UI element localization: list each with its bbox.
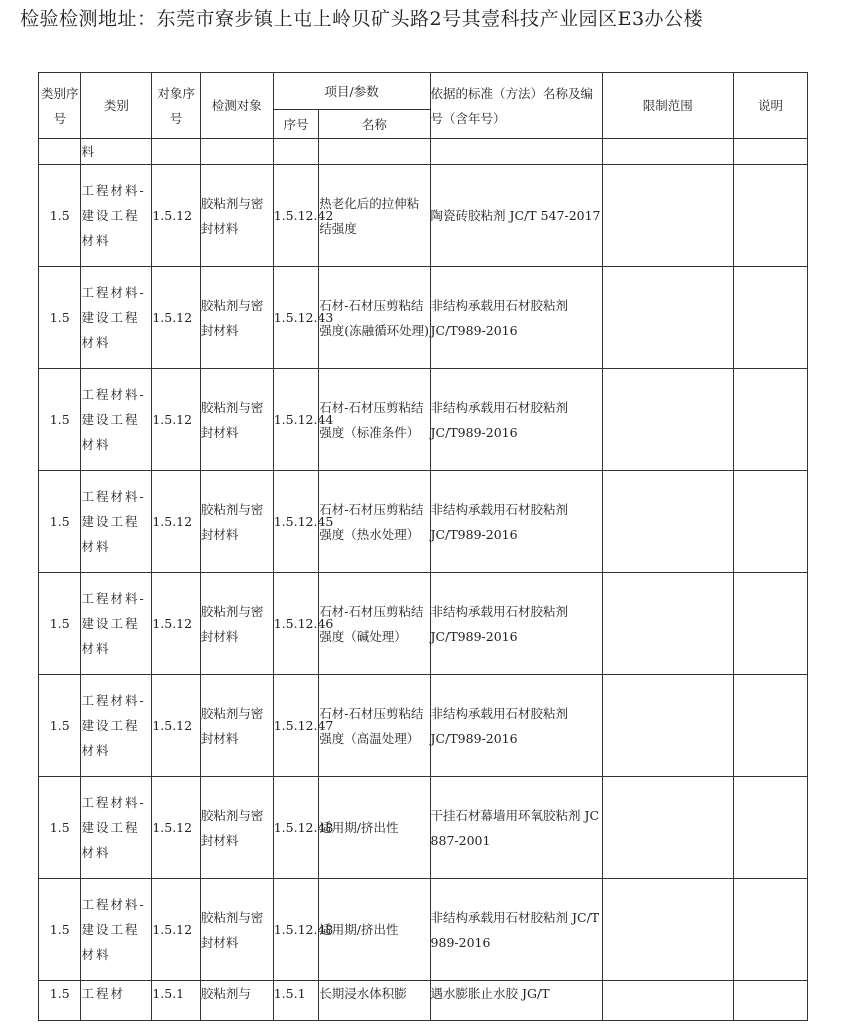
obj-no-cell: 1.5.12 [152,879,201,981]
category-cell: 工程材料-建设工程材料 [81,777,152,879]
address-header: 检验检测地址：东莞市寮步镇上屯上岭贝矿头路2号其壹科技产业园区E3办公楼 [20,8,704,30]
cat-no-cell: 1.5 [39,267,81,369]
obj-no-cell: 1.5.12 [152,267,201,369]
limit-cell [602,777,734,879]
test-items-table [38,72,808,1021]
item-no-cell: 1.5.12.42 [273,165,319,267]
cat-no-cell: 1.5 [39,777,81,879]
limit-cell [602,369,734,471]
header-row [39,73,808,110]
obj-cell: 胶粘剂与密封材料 [200,777,273,879]
table-row [39,777,808,879]
item-name-cell: 石材-石材压剪粘结强度（高温处理） [319,675,430,777]
col-standard: 依据的标准（方法）名称及编号（含年号） [430,73,602,139]
item-no-cell: 1.5.12.48 [273,879,319,981]
limit-cell [602,267,734,369]
category-cell: 工程材料-建设工程材料 [81,471,152,573]
item-no-cell: 1.5.12.43 [273,267,319,369]
obj-cell: 胶粘剂与密封材料 [200,165,273,267]
item-name-cell: 热老化后的拉伸粘结强度 [319,165,430,267]
item-no-cell: 1.5.12.46 [273,573,319,675]
cat-no-cell: 1.5 [39,675,81,777]
obj-no-cell: 1.5.12 [152,777,201,879]
item-name-cell: 适用期/挤出性 [319,777,430,879]
col-category: 类别 [81,73,152,139]
note-cell [734,471,808,573]
category-cell: 工程材料-建设工程材料 [81,675,152,777]
note-cell [734,777,808,879]
cat-no-cell: 1.5 [39,879,81,981]
standard-cell: 非结构承载用石材胶粘剂 JC/T989-2016 [430,369,602,471]
cat-no-cell: 1.5 [39,165,81,267]
obj-cell: 胶粘剂与密封材料 [200,369,273,471]
category-cell: 料 [81,139,152,165]
note-cell [734,879,808,981]
limit-cell [602,471,734,573]
table-row [39,267,808,369]
obj-cell: 胶粘剂与密封材料 [200,267,273,369]
note-cell [734,675,808,777]
standard-cell: 非结构承载用石材胶粘剂 JC/T989-2016 [430,573,602,675]
limit-cell [602,675,734,777]
table-row [39,369,808,471]
obj-no-cell: 1.5.12 [152,369,201,471]
col-item-param: 项目/参数 [273,73,430,110]
note-cell [734,267,808,369]
table-row [39,675,808,777]
limit-cell [602,573,734,675]
continued-row [39,139,808,165]
limit-cell [602,879,734,981]
cat-no-cell: 1.5 [39,369,81,471]
category-cell: 工程材料-建设工程材料 [81,879,152,981]
col-limit: 限制范围 [602,73,734,139]
col-cat-no: 类别序号 [39,73,81,139]
standard-cell: 非结构承载用石材胶粘剂 JC/T 989-2016 [430,879,602,981]
table-row [39,471,808,573]
standard-cell: 陶瓷砖胶粘剂 JC/T 547-2017 [430,165,602,267]
col-item-name: 名称 [319,110,430,139]
col-obj: 检测对象 [200,73,273,139]
item-name-cell: 适用期/挤出性 [319,879,430,981]
item-no-cell: 1.5.12.45 [273,471,319,573]
item-name-cell: 石材-石材压剪粘结强度(冻融循环处理) [319,267,430,369]
category-cell: 工程材料-建设工程材料 [81,369,152,471]
obj-no-cell: 1.5.12 [152,471,201,573]
item-name-cell: 石材-石材压剪粘结强度（碱处理） [319,573,430,675]
category-cell: 工程材料-建设工程材料 [81,267,152,369]
obj-no-cell: 1.5.1 [152,981,201,1021]
table-row [39,165,808,267]
table-row [39,879,808,981]
obj-cell: 胶粘剂与密封材料 [200,879,273,981]
standard-cell: 遇水膨胀止水胶 JG/T [430,981,602,1021]
table-row [39,573,808,675]
obj-cell: 胶粘剂与 [200,981,273,1021]
col-item-no: 序号 [273,110,319,139]
limit-cell [602,165,734,267]
standard-cell: 干挂石材幕墙用环氧胶粘剂 JC 887-2001 [430,777,602,879]
table-row-last [39,981,808,1021]
obj-no-cell: 1.5.12 [152,573,201,675]
item-no-cell: 1.5.12.44 [273,369,319,471]
cat-no-cell: 1.5 [39,471,81,573]
cat-no-cell: 1.5 [39,981,81,1021]
obj-cell: 胶粘剂与密封材料 [200,675,273,777]
obj-cell: 胶粘剂与密封材料 [200,573,273,675]
category-cell: 工程材料-建设工程材料 [81,165,152,267]
standard-cell: 非结构承载用石材胶粘剂 JC/T989-2016 [430,267,602,369]
cat-no-cell: 1.5 [39,573,81,675]
col-note: 说明 [734,73,808,139]
category-cell: 工程材料-建设工程材料 [81,573,152,675]
obj-no-cell: 1.5.12 [152,165,201,267]
item-name-cell: 长期浸水体积膨 [319,981,430,1021]
col-obj-no: 对象序号 [152,73,201,139]
category-cell: 工程材 [81,981,152,1021]
note-cell [734,573,808,675]
item-no-cell: 1.5.1 [273,981,319,1021]
item-name-cell: 石材-石材压剪粘结强度（标准条件） [319,369,430,471]
obj-no-cell: 1.5.12 [152,675,201,777]
item-no-cell: 1.5.12.47 [273,675,319,777]
standard-cell: 非结构承载用石材胶粘剂 JC/T989-2016 [430,471,602,573]
obj-cell: 胶粘剂与密封材料 [200,471,273,573]
item-no-cell: 1.5.12.48 [273,777,319,879]
note-cell [734,165,808,267]
standard-cell: 非结构承载用石材胶粘剂 JC/T989-2016 [430,675,602,777]
item-name-cell: 石材-石材压剪粘结强度（热水处理） [319,471,430,573]
note-cell [734,369,808,471]
